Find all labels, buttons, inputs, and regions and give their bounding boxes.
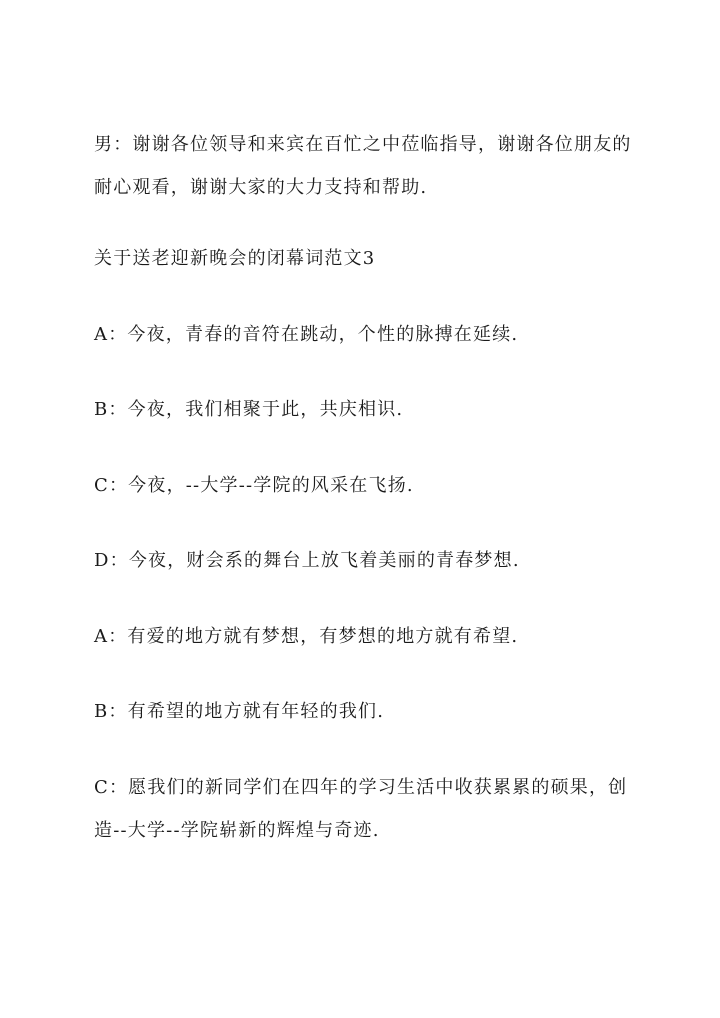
paragraph-c2-line-2: 造--大学--学院崭新的辉煌与奇迹. xyxy=(94,820,380,841)
paragraph-1-line-2: 耐心观看，谢谢大家的大力支持和帮助. xyxy=(94,177,428,198)
paragraph-a-line-1: A：今夜，青春的音符在跳动，个性的脉搏在延续. xyxy=(94,324,519,345)
paragraph-c-line-1: C：今夜，--大学--学院的风采在飞扬. xyxy=(94,475,414,496)
paragraph-b2-line-1: B：有希望的地方就有年轻的我们. xyxy=(94,701,385,722)
paragraph-1-line-1: 男：谢谢各位领导和来宾在百忙之中莅临指导，谢谢各位朋友的 xyxy=(94,134,632,155)
paragraph-b-line-1: B：今夜，我们相聚于此，共庆相识. xyxy=(94,399,404,420)
section-heading: 关于送老迎新晚会的闭幕词范文3 xyxy=(94,248,376,269)
paragraph-d-line-1: D：今夜，财会系的舞台上放飞着美丽的青春梦想. xyxy=(94,550,520,571)
paragraph-a2-line-1: A：有爱的地方就有梦想，有梦想的地方就有希望. xyxy=(94,626,519,647)
paragraph-c2-line-1: C：愿我们的新同学们在四年的学习生活中收获累累的硕果，创 xyxy=(94,777,628,798)
